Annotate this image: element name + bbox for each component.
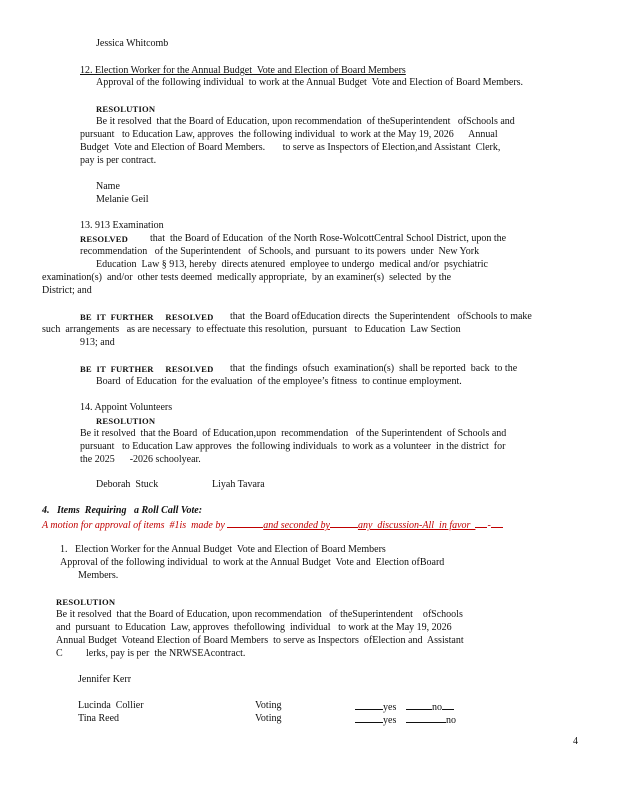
item13-text: recommendation of the Superintendent of Schools, and pursuant to its powers under New York — [80, 246, 480, 257]
motion-text: and seconded by — [263, 520, 330, 531]
item13-text: Board of Education for the evaluation of the employee’s fitness to continue employment. — [96, 376, 462, 387]
vote-yes-blank[interactable] — [355, 713, 383, 723]
motion-blank — [227, 518, 263, 528]
item1-name: Jennifer Kerr — [78, 674, 132, 685]
item13-text: Education Law § 913, hereby directs atenured employee to undergo medical and/or psychiatric — [96, 259, 488, 270]
volunteer-name: Liyah Tavara — [212, 479, 265, 490]
item13-heading: 13. 913 Examination — [80, 220, 164, 231]
item12-resolution-line: Be it resolved that the Board of Education, upon recommendation of theSuperintendent ofSchools and — [96, 116, 515, 127]
vote-no-blank[interactable] — [406, 713, 446, 723]
item1-approval: Approval of the following individual to work at the Annual Budget Vote and Election ofBoard — [60, 557, 445, 568]
item1-resolution-label: RESOLUTION — [56, 597, 116, 607]
item12-heading: 12. Election Worker for the Annual Budget Vote and Election of Board Members — [80, 65, 406, 76]
vote-yes — [355, 713, 396, 727]
item13-text: that the Board of Education of the North Rose-WolcottCentral School District, upon the — [150, 233, 507, 244]
item12-name: Melanie Geil — [96, 194, 149, 205]
item1-text: lerks, pay is per the NRWSEAcontract. — [86, 648, 246, 659]
motion-line — [42, 518, 503, 532]
vote-label: Voting — [255, 713, 282, 724]
vote-name: Tina Reed — [78, 713, 120, 724]
item14-heading: 14. Appoint Volunteers — [80, 402, 173, 413]
item13-further-resolved-label: BE IT FURTHER RESOLVED — [80, 364, 214, 374]
item12-resolution-label: RESOLUTION — [96, 104, 156, 114]
item12-approval: Approval of the following individual to work at the Annual Budget Vote and Election of Board Members. — [96, 77, 524, 88]
vote-yes-label: yes — [383, 715, 397, 726]
item12-name-label: Name — [96, 181, 120, 192]
item1-approval: Members. — [78, 570, 119, 581]
item1-text: Annual Budget Voteand Election of Board Members to serve as Inspectors ofElection and Assistant — [56, 635, 464, 646]
item12-resolution-line: pay is per contract. — [80, 155, 157, 166]
motion-text: any discussion-All in favor — [357, 520, 476, 531]
vote-yes — [355, 700, 396, 714]
item13-text: such arrangements as are necessary to effectuate this resolution, pursuant to Education Law Section — [42, 324, 461, 335]
item13-resolved-label: RESOLVED — [80, 234, 129, 244]
item13-text: that the findings ofsuch examination(s) shall be reported back to the — [230, 363, 518, 374]
item14-resolution-label: RESOLUTION — [96, 416, 156, 426]
item12-resolution-line: Budget Vote and Election of Board Members. to serve as Inspectors of Election,and Assistant Clerk, — [80, 142, 501, 153]
item1-heading: 1. Election Worker for the Annual Budget Vote and Election of Board Members — [60, 544, 386, 555]
item13-further-resolved-label: BE IT FURTHER RESOLVED — [80, 312, 214, 322]
vote-no-label: no — [446, 715, 456, 726]
vote-label: Voting — [255, 700, 282, 711]
volunteer-name: Deborah Stuck — [96, 479, 159, 490]
vote-no-blank-tail — [442, 700, 454, 710]
vote-no — [406, 713, 456, 727]
top-name: Jessica Whitcomb — [96, 38, 169, 49]
item14-text: the 2025 -2026 schoolyear. — [80, 454, 201, 465]
motion-text: - — [487, 520, 491, 531]
item13-text: that the Board ofEducation directs the Superintendent ofSchools to make — [230, 311, 532, 322]
item14-text: Be it resolved that the Board of Education,upon recommendation of the Superintendent of Schools and — [80, 428, 507, 439]
motion-blank — [330, 518, 358, 528]
motion-blank — [475, 518, 487, 528]
vote-yes-blank[interactable] — [355, 700, 383, 710]
item12-resolution-line: pursuant to Education Law, approves the following individual to work at the May 19, 2026 Annual — [80, 129, 498, 140]
motion-blank — [491, 518, 503, 528]
item13-text: 913; and — [80, 337, 115, 348]
motion-text: A motion for approval of items #1is made by — [42, 520, 228, 531]
page-number: 4 — [573, 736, 578, 747]
vote-name: Lucinda Collier — [78, 700, 144, 711]
vote-no — [406, 700, 454, 714]
item13-text: examination(s) and/or other tests deemed medically appropriate, by an examiner(s) selected by the — [42, 272, 452, 283]
item13-text: District; and — [42, 285, 92, 296]
item1-text: and pursuant to Education Law, approves thefollowing individual to work at the May 19, 2026 — [56, 622, 452, 633]
item1-text-first-letter: C — [56, 648, 63, 659]
item14-text: pursuant to Education Law approves the following individuals to work as a volunteer in the district for — [80, 441, 506, 452]
section4-heading: 4. Items Requiring a Roll Call Vote: — [42, 505, 203, 516]
vote-no-label: no — [432, 702, 442, 713]
vote-no-blank[interactable] — [406, 700, 432, 710]
item1-text: Be it resolved that the Board of Education, upon recommendation of theSuperintendent ofSchools — [56, 609, 463, 620]
vote-yes-label: yes — [383, 702, 397, 713]
